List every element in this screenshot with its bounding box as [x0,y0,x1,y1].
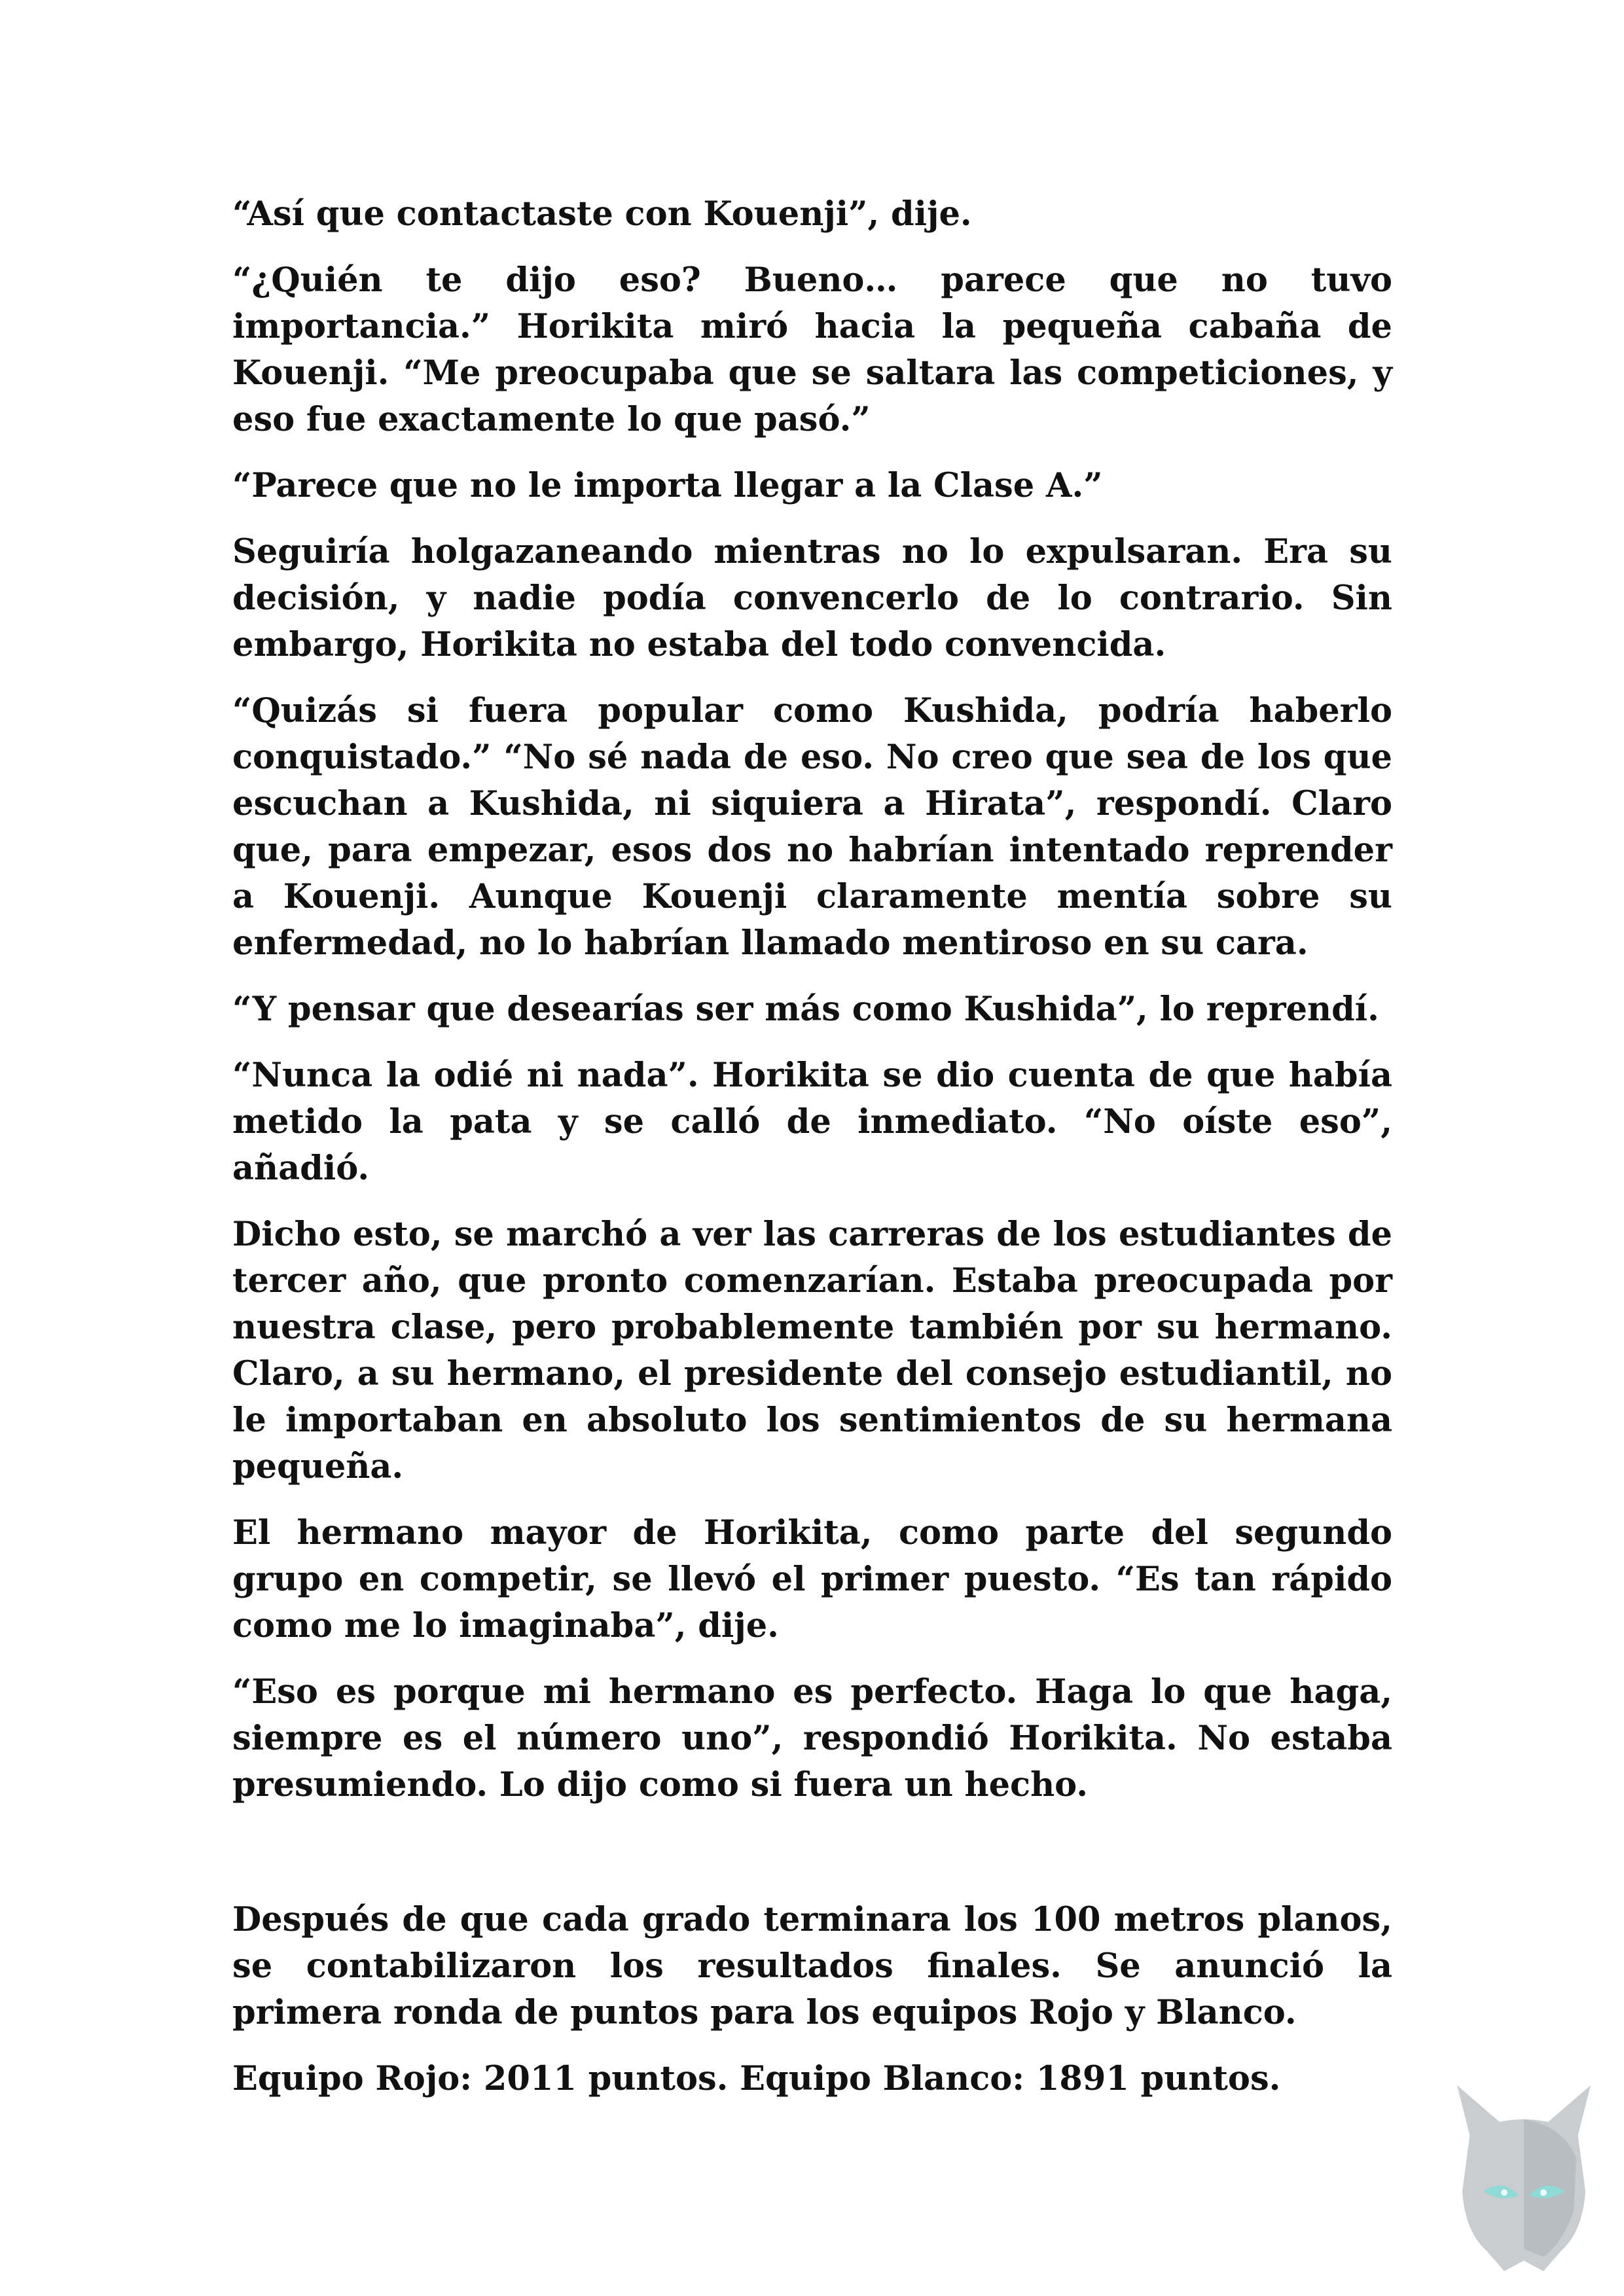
demon-head-logo-icon [1445,2080,1602,2276]
paragraph: “Eso es porque mi hermano es perfecto. Haga lo que haga, siempre es el número uno”, respondió Horikita. No estaba presumiendo. Lo dijo como si fuera un hecho. [232,1672,1392,1804]
paragraph: Después de que cada grado terminara los 100 metros planos, se contabilizaron los resultados finales. Se anunció la primera ronda de puntos para los equipos Rojo y Blanco. [232,1900,1392,2032]
paragraph: Dicho esto, se marchó a ver las carreras de los estudiantes de tercer año, que pronto comenzarían. Estaba preocupada por nuestra clase, pero probablemente también por su hermano. Claro, a su hermano, el presidente del consejo estudiantil, no le importaban en absoluto los sentimientos de su hermana pequeña. [232,1215,1392,1486]
paragraph: “¿Quién te dijo eso? Bueno… parece que no tuvo importancia.” Horikita miró hacia la pequeña cabaña de Kouenji. “Me preocupaba que se saltara las competiciones, y eso fue exactamente lo que pasó.” [232,260,1392,439]
paragraph: “Y pensar que desearías ser más como Kushida”, lo reprendí. [232,990,1379,1029]
paragraph: Seguiría holgazaneando mientras no lo expulsaran. Era su decisión, y nadie podía convencerlo de lo contrario. Sin embargo, Horikita no estaba del todo convencida. [232,532,1392,664]
paragraph: Equipo Rojo: 2011 puntos. Equipo Blanco: 1891 puntos. [232,2059,1281,2098]
body-text [232,191,1392,2122]
paragraph: “Parece que no le importa llegar a la Clase A.” [232,466,1103,505]
paragraph: “Quizás si fuera popular como Kushida, podría haberlo conquistado.” “No sé nada de eso. No creo que sea de los que escuchan a Kushida, ni siquiera a Hirata”, respondí. Claro que, para empezar, esos dos no habrían intentado reprender a Kouenji. Aunque Kouenji claramente mentía sobre su enfermedad, no lo habrían llamado mentiroso en su cara. [232,691,1392,963]
paragraph: “Así que contactaste con Kouenji”, dije. [232,194,972,234]
paragraph: “Nunca la odié ni nada”. Horikita se dio cuenta de que había metido la pata y se calló de inmediato. “No oíste eso”, añadió. [232,1056,1392,1188]
paragraph: El hermano mayor de Horikita, como parte del segundo grupo en competir, se llevó el primer puesto. “Es tan rápido como me lo imaginaba”, dije. [232,1513,1392,1645]
